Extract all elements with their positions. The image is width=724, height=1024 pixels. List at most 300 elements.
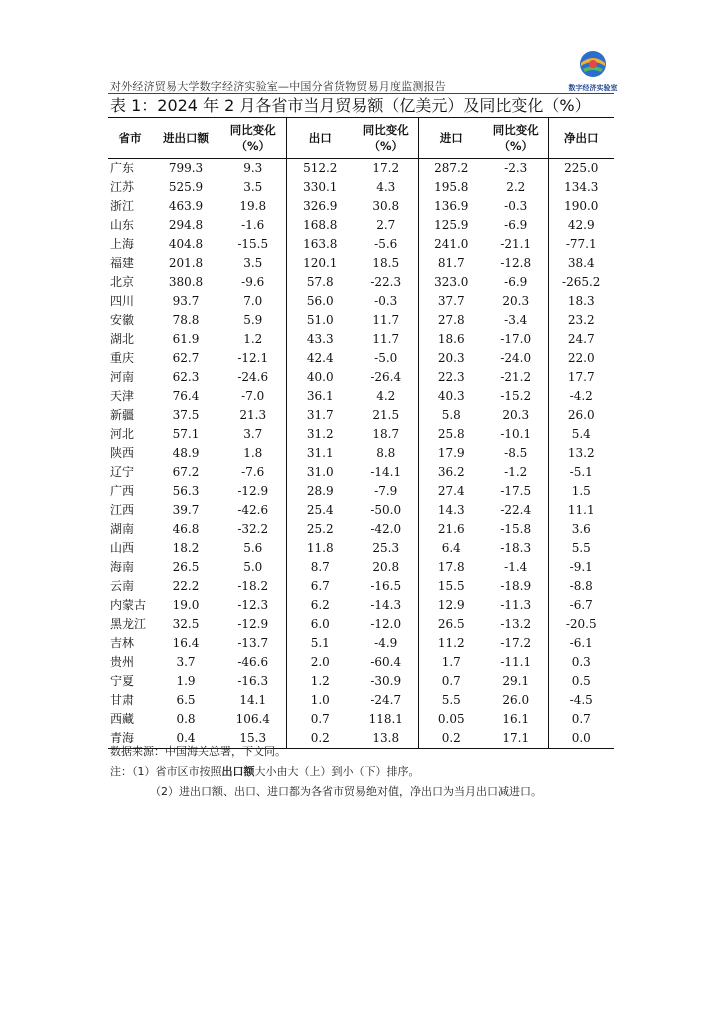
cell-province: 江苏 [110, 180, 135, 194]
table-row [108, 634, 614, 653]
cell-export-yoy: -30.9 [370, 674, 402, 688]
cell-export: 11.8 [286, 539, 354, 558]
cell-export-yoy: -4.9 [374, 636, 398, 650]
cell-export: 43.3 [286, 330, 354, 349]
cell-net-export: -8.8 [548, 577, 614, 596]
cell-total: 6.5 [176, 693, 196, 707]
table-row [108, 520, 614, 539]
cell-import-yoy: -17.2 [500, 636, 532, 650]
table-header-row [108, 118, 614, 159]
cell-total: 525.9 [168, 180, 204, 194]
note-1-suffix: 大小由大（上）到小（下）排序。 [254, 765, 420, 778]
cell-province: 宁夏 [110, 674, 135, 688]
cell-net-export: 3.6 [548, 520, 614, 539]
cell-total-yoy: 3.5 [243, 256, 263, 270]
table-row [108, 216, 614, 235]
cell-import-yoy: -1.2 [504, 465, 528, 479]
cell-total-yoy: 1.2 [243, 332, 263, 346]
cell-export: 51.0 [286, 311, 354, 330]
cell-province: 陕西 [110, 446, 135, 460]
cell-export: 1.0 [286, 691, 354, 710]
cell-province: 浙江 [110, 199, 135, 213]
cell-total-yoy: -46.6 [237, 655, 269, 669]
cell-net-export: 225.0 [548, 159, 614, 179]
cell-net-export: 1.5 [548, 482, 614, 501]
cell-export-yoy: 8.8 [376, 446, 396, 460]
table-row [108, 178, 614, 197]
cell-total-yoy: -15.5 [237, 237, 269, 251]
table-row [108, 406, 614, 425]
cell-export: 42.4 [286, 349, 354, 368]
cell-total: 39.7 [172, 503, 200, 517]
cell-net-export: 23.2 [548, 311, 614, 330]
cell-import: 323.0 [418, 273, 484, 292]
cell-total-yoy: -13.7 [237, 636, 269, 650]
cell-import-yoy: 17.1 [484, 729, 548, 749]
cell-total: 3.7 [176, 655, 196, 669]
cell-export: 6.0 [286, 615, 354, 634]
cell-export: 168.8 [286, 216, 354, 235]
cell-export-yoy: 18.7 [372, 427, 400, 441]
cell-import: 27.4 [418, 482, 484, 501]
cell-import-yoy: -2.3 [504, 161, 528, 175]
cell-net-export: 18.3 [548, 292, 614, 311]
cell-total-yoy: 5.6 [243, 541, 263, 555]
cell-province: 广西 [110, 484, 135, 498]
note-1-bold: 出口额 [221, 765, 255, 778]
cell-import-yoy: -18.3 [500, 541, 532, 555]
table-row [108, 197, 614, 216]
table-notes [110, 742, 542, 802]
cell-export: 5.1 [286, 634, 354, 653]
cell-export-yoy: 13.8 [354, 729, 418, 749]
lab-logo [567, 50, 619, 90]
cell-province: 山西 [110, 541, 135, 555]
cell-export: 31.2 [286, 425, 354, 444]
cell-net-export: -9.1 [548, 558, 614, 577]
cell-import-yoy: -17.0 [500, 332, 532, 346]
cell-export: 326.9 [286, 197, 354, 216]
cell-total-yoy: 15.3 [220, 729, 286, 749]
cell-total-yoy: -12.9 [237, 484, 269, 498]
cell-export-yoy: -14.3 [370, 598, 402, 612]
table-row [108, 235, 614, 254]
cell-province: 天津 [110, 389, 135, 403]
cell-total-yoy: 1.8 [243, 446, 263, 460]
cell-export: 40.0 [286, 368, 354, 387]
table-row [108, 653, 614, 672]
cell-import-yoy: -21.2 [500, 370, 532, 384]
cell-export-yoy: -16.5 [370, 579, 402, 593]
cell-import: 0.2 [418, 729, 484, 749]
cell-import-yoy: -21.1 [500, 237, 532, 251]
cell-export-yoy: -50.0 [370, 503, 402, 517]
cell-import-yoy: -11.3 [500, 598, 532, 612]
cell-net-export: 5.4 [548, 425, 614, 444]
cell-province: 辽宁 [110, 465, 135, 479]
table-row [108, 311, 614, 330]
cell-province: 甘肃 [110, 693, 135, 707]
cell-net-export: 5.5 [548, 539, 614, 558]
cell-total: 67.2 [172, 465, 200, 479]
cell-province: 广东 [110, 161, 135, 175]
cell-import: 14.3 [418, 501, 484, 520]
cell-province: 贵州 [110, 655, 135, 669]
cell-import: 5.5 [418, 691, 484, 710]
table-row [108, 292, 614, 311]
cell-net-export: 13.2 [548, 444, 614, 463]
cell-export: 57.8 [286, 273, 354, 292]
cell-export-yoy: -24.7 [370, 693, 402, 707]
cell-province: 四川 [110, 294, 135, 308]
table-row [108, 368, 614, 387]
cell-total-yoy: 14.1 [239, 693, 267, 707]
cell-net-export: -77.1 [548, 235, 614, 254]
cell-total-yoy: 21.3 [239, 408, 267, 422]
cell-province: 山东 [110, 218, 135, 232]
cell-import-yoy: 2.2 [506, 180, 526, 194]
cell-export: 36.1 [286, 387, 354, 406]
cell-export: 120.1 [286, 254, 354, 273]
cell-export-yoy: 118.1 [368, 712, 403, 726]
cell-province: 重庆 [110, 351, 135, 365]
cell-export-yoy: -12.0 [370, 617, 402, 631]
cell-export-yoy: -14.1 [370, 465, 402, 479]
table-title: 表 1：2024 年 2 月各省市当月贸易额（亿美元）及同比变化（%） [110, 96, 591, 115]
cell-total: 294.8 [168, 218, 204, 232]
table-row [108, 159, 614, 179]
cell-import-yoy: -12.8 [500, 256, 532, 270]
note-1-prefix: 注：（1）省市区市按照 [110, 765, 222, 778]
cell-import: 25.8 [418, 425, 484, 444]
cell-total: 32.5 [172, 617, 200, 631]
cell-import-yoy: -8.5 [504, 446, 528, 460]
cell-export: 25.4 [286, 501, 354, 520]
table-row [108, 273, 614, 292]
cell-import-yoy: -22.4 [500, 503, 532, 517]
cell-import-yoy: -3.4 [504, 313, 528, 327]
source-note: 数据来源：中国海关总署，下文同。 [110, 745, 286, 758]
cell-total-yoy: -1.6 [241, 218, 265, 232]
cell-export-yoy: -26.4 [370, 370, 402, 384]
cell-import-yoy: -1.4 [504, 560, 528, 574]
col-header-net-export: 净出口 [548, 118, 614, 159]
cell-total-yoy: 3.5 [243, 180, 263, 194]
cell-export-yoy: 11.7 [372, 332, 400, 346]
cell-total-yoy: -16.3 [237, 674, 269, 688]
cell-export-yoy: 11.7 [372, 313, 400, 327]
cell-import: 11.2 [418, 634, 484, 653]
col-header-total-yoy: 同比变化 （%） [220, 118, 286, 159]
cell-export-yoy: -22.3 [370, 275, 402, 289]
cell-export-yoy: 18.5 [372, 256, 400, 270]
cell-province: 新疆 [110, 408, 135, 422]
table-row [108, 330, 614, 349]
cell-net-export: -4.2 [548, 387, 614, 406]
cell-export-yoy: 17.2 [372, 161, 400, 175]
col-header-import: 进口 [418, 118, 484, 159]
cell-export: 2.0 [286, 653, 354, 672]
running-head: 对外经济贸易大学数字经济实验室—中国分省货物贸易月度监测报告 [110, 80, 446, 93]
cell-import-yoy: 29.1 [502, 674, 530, 688]
cell-total: 93.7 [172, 294, 200, 308]
cell-export: 0.7 [286, 710, 354, 729]
cell-province: 云南 [110, 579, 135, 593]
cell-import: 12.9 [418, 596, 484, 615]
cell-export-yoy: -0.3 [374, 294, 398, 308]
cell-export-yoy: -42.0 [370, 522, 402, 536]
cell-import-yoy: -0.3 [504, 199, 528, 213]
cell-import-yoy: -17.5 [500, 484, 532, 498]
cell-import: 136.9 [418, 197, 484, 216]
cell-export: 6.2 [286, 596, 354, 615]
note-1 [110, 762, 542, 782]
table-row [108, 615, 614, 634]
col-header-province: 省市 [108, 118, 152, 159]
cell-net-export: 0.0 [548, 729, 614, 749]
cell-import: 17.8 [418, 558, 484, 577]
cell-total-yoy: 5.0 [243, 560, 263, 574]
cell-total: 62.7 [172, 351, 200, 365]
table-row [108, 577, 614, 596]
cell-export: 512.2 [286, 159, 354, 179]
cell-import-yoy: -11.1 [500, 655, 532, 669]
cell-import: 81.7 [418, 254, 484, 273]
cell-total: 799.3 [168, 161, 204, 175]
table-row [108, 254, 614, 273]
cell-province: 河北 [110, 427, 135, 441]
cell-province: 上海 [110, 237, 135, 251]
cell-import-yoy: -13.2 [500, 617, 532, 631]
cell-total: 0.4 [152, 729, 220, 749]
col-header-import-yoy: 同比变化 （%） [484, 118, 548, 159]
cell-export-yoy: -5.0 [374, 351, 398, 365]
cell-import: 195.8 [418, 178, 484, 197]
cell-export-yoy: -60.4 [370, 655, 402, 669]
cell-export-yoy: 21.5 [372, 408, 400, 422]
cell-province: 安徽 [110, 313, 135, 327]
table-body [108, 159, 614, 749]
cell-province: 福建 [110, 256, 135, 270]
cell-total: 61.9 [172, 332, 200, 346]
cell-export: 6.7 [286, 577, 354, 596]
cell-export: 31.0 [286, 463, 354, 482]
table-row [108, 691, 614, 710]
cell-export-yoy: 30.8 [372, 199, 400, 213]
cell-total-yoy: -12.3 [237, 598, 269, 612]
cell-import: 27.8 [418, 311, 484, 330]
cell-net-export: 0.3 [548, 653, 614, 672]
cell-import: 287.2 [418, 159, 484, 179]
cell-province: 吉林 [110, 636, 135, 650]
cell-import-yoy: -6.9 [504, 275, 528, 289]
cell-export: 0.2 [286, 729, 354, 749]
cell-import-yoy: -24.0 [500, 351, 532, 365]
cell-export-yoy: 4.2 [376, 389, 396, 403]
cell-total-yoy: 9.3 [243, 161, 263, 175]
cell-total: 56.3 [172, 484, 200, 498]
cell-province: 海南 [110, 560, 135, 574]
table-row [108, 425, 614, 444]
cell-total-yoy: -42.6 [237, 503, 269, 517]
cell-import: 1.7 [418, 653, 484, 672]
lab-logo-text: 数字经济实验室 [568, 84, 618, 92]
cell-total: 57.1 [172, 427, 200, 441]
cell-net-export: -265.2 [548, 273, 614, 292]
note-2: （2）进出口额、出口、进口都为各省市贸易绝对值，净出口为当月出口减进口。 [150, 785, 542, 798]
cell-import: 241.0 [418, 235, 484, 254]
cell-export-yoy: 2.7 [376, 218, 396, 232]
table-row [108, 539, 614, 558]
cell-import: 17.9 [418, 444, 484, 463]
cell-total: 78.8 [172, 313, 200, 327]
cell-import: 40.3 [418, 387, 484, 406]
cell-total-yoy: -24.6 [237, 370, 269, 384]
table-row [108, 558, 614, 577]
table-row [108, 596, 614, 615]
cell-total: 76.4 [172, 389, 200, 403]
cell-import: 6.4 [418, 539, 484, 558]
cell-province: 西藏 [110, 712, 135, 726]
cell-import-yoy: -18.9 [500, 579, 532, 593]
cell-import-yoy: -6.9 [504, 218, 528, 232]
cell-export: 163.8 [286, 235, 354, 254]
cell-total: 380.8 [168, 275, 204, 289]
cell-export: 31.7 [286, 406, 354, 425]
col-header-total: 进出口额 [152, 118, 220, 159]
cell-total-yoy: 3.7 [243, 427, 263, 441]
cell-province: 北京 [110, 275, 135, 289]
cell-net-export: 190.0 [548, 197, 614, 216]
cell-total-yoy: -7.0 [241, 389, 265, 403]
cell-net-export: -4.5 [548, 691, 614, 710]
cell-total-yoy: -32.2 [237, 522, 269, 536]
cell-import-yoy: 16.1 [502, 712, 530, 726]
cell-total: 46.8 [172, 522, 200, 536]
cell-province: 内蒙古 [110, 598, 147, 612]
cell-province: 河南 [110, 370, 135, 384]
trade-table [108, 117, 614, 749]
cell-import: 20.3 [418, 349, 484, 368]
cell-total: 37.5 [172, 408, 200, 422]
cell-net-export: 0.5 [548, 672, 614, 691]
cell-import: 15.5 [418, 577, 484, 596]
cell-net-export: 17.7 [548, 368, 614, 387]
cell-total: 62.3 [172, 370, 200, 384]
cell-net-export: -6.7 [548, 596, 614, 615]
cell-export-yoy: 4.3 [376, 180, 396, 194]
cell-total: 463.9 [168, 199, 204, 213]
table-row [108, 444, 614, 463]
cell-import: 21.6 [418, 520, 484, 539]
cell-total-yoy: -9.6 [241, 275, 265, 289]
cell-import-yoy: -15.8 [500, 522, 532, 536]
cell-export: 8.7 [286, 558, 354, 577]
cell-province: 湖南 [110, 522, 135, 536]
cell-import-yoy: 20.3 [502, 294, 530, 308]
cell-import-yoy: 26.0 [502, 693, 530, 707]
cell-export: 1.2 [286, 672, 354, 691]
cell-total: 22.2 [172, 579, 200, 593]
table-row [108, 463, 614, 482]
cell-net-export: 26.0 [548, 406, 614, 425]
cell-total-yoy: -7.6 [241, 465, 265, 479]
cell-import-yoy: 20.3 [502, 408, 530, 422]
cell-export-yoy: 25.3 [372, 541, 400, 555]
table-row [108, 482, 614, 501]
cell-import: 26.5 [418, 615, 484, 634]
cell-export: 56.0 [286, 292, 354, 311]
lab-logo-icon [579, 50, 607, 78]
cell-import: 37.7 [418, 292, 484, 311]
cell-province: 青海 [108, 729, 152, 749]
cell-total-yoy: -12.1 [237, 351, 269, 365]
cell-total: 19.0 [172, 598, 200, 612]
cell-import-yoy: -10.1 [500, 427, 532, 441]
col-header-export: 出口 [286, 118, 354, 159]
cell-total: 201.8 [168, 256, 204, 270]
cell-total: 16.4 [172, 636, 200, 650]
cell-export-yoy: -5.6 [374, 237, 398, 251]
cell-import: 0.05 [418, 710, 484, 729]
cell-import: 18.6 [418, 330, 484, 349]
cell-export: 25.2 [286, 520, 354, 539]
cell-total-yoy: -18.2 [237, 579, 269, 593]
cell-net-export: 11.1 [548, 501, 614, 520]
cell-total-yoy: 106.4 [235, 712, 270, 726]
cell-total: 48.9 [172, 446, 200, 460]
cell-net-export: 134.3 [548, 178, 614, 197]
cell-net-export: 22.0 [548, 349, 614, 368]
cell-total: 26.5 [172, 560, 200, 574]
cell-total-yoy: -12.9 [237, 617, 269, 631]
cell-export: 330.1 [286, 178, 354, 197]
cell-net-export: 42.9 [548, 216, 614, 235]
cell-import: 5.8 [418, 406, 484, 425]
cell-import: 125.9 [418, 216, 484, 235]
cell-export-yoy: -7.9 [374, 484, 398, 498]
table-row [108, 387, 614, 406]
cell-export-yoy: 20.8 [372, 560, 400, 574]
cell-import: 36.2 [418, 463, 484, 482]
cell-total: 404.8 [168, 237, 204, 251]
cell-total-yoy: 5.9 [243, 313, 263, 327]
table-row [108, 672, 614, 691]
cell-net-export: -6.1 [548, 634, 614, 653]
cell-import: 0.7 [418, 672, 484, 691]
cell-net-export: 0.7 [548, 710, 614, 729]
table-row [108, 710, 614, 729]
cell-total: 1.9 [176, 674, 196, 688]
table-row [108, 501, 614, 520]
cell-total-yoy: 7.0 [243, 294, 263, 308]
cell-province: 湖北 [110, 332, 135, 346]
cell-province: 江西 [110, 503, 135, 517]
cell-net-export: 24.7 [548, 330, 614, 349]
cell-total: 18.2 [172, 541, 200, 555]
cell-export: 28.9 [286, 482, 354, 501]
cell-net-export: -20.5 [548, 615, 614, 634]
cell-total-yoy: 19.8 [239, 199, 267, 213]
cell-import: 22.3 [418, 368, 484, 387]
cell-import-yoy: -15.2 [500, 389, 532, 403]
col-header-export-yoy: 同比变化 （%） [354, 118, 418, 159]
cell-net-export: 38.4 [548, 254, 614, 273]
cell-province: 黑龙江 [110, 617, 147, 631]
table-row [108, 349, 614, 368]
cell-total: 0.8 [176, 712, 196, 726]
cell-net-export: -5.1 [548, 463, 614, 482]
